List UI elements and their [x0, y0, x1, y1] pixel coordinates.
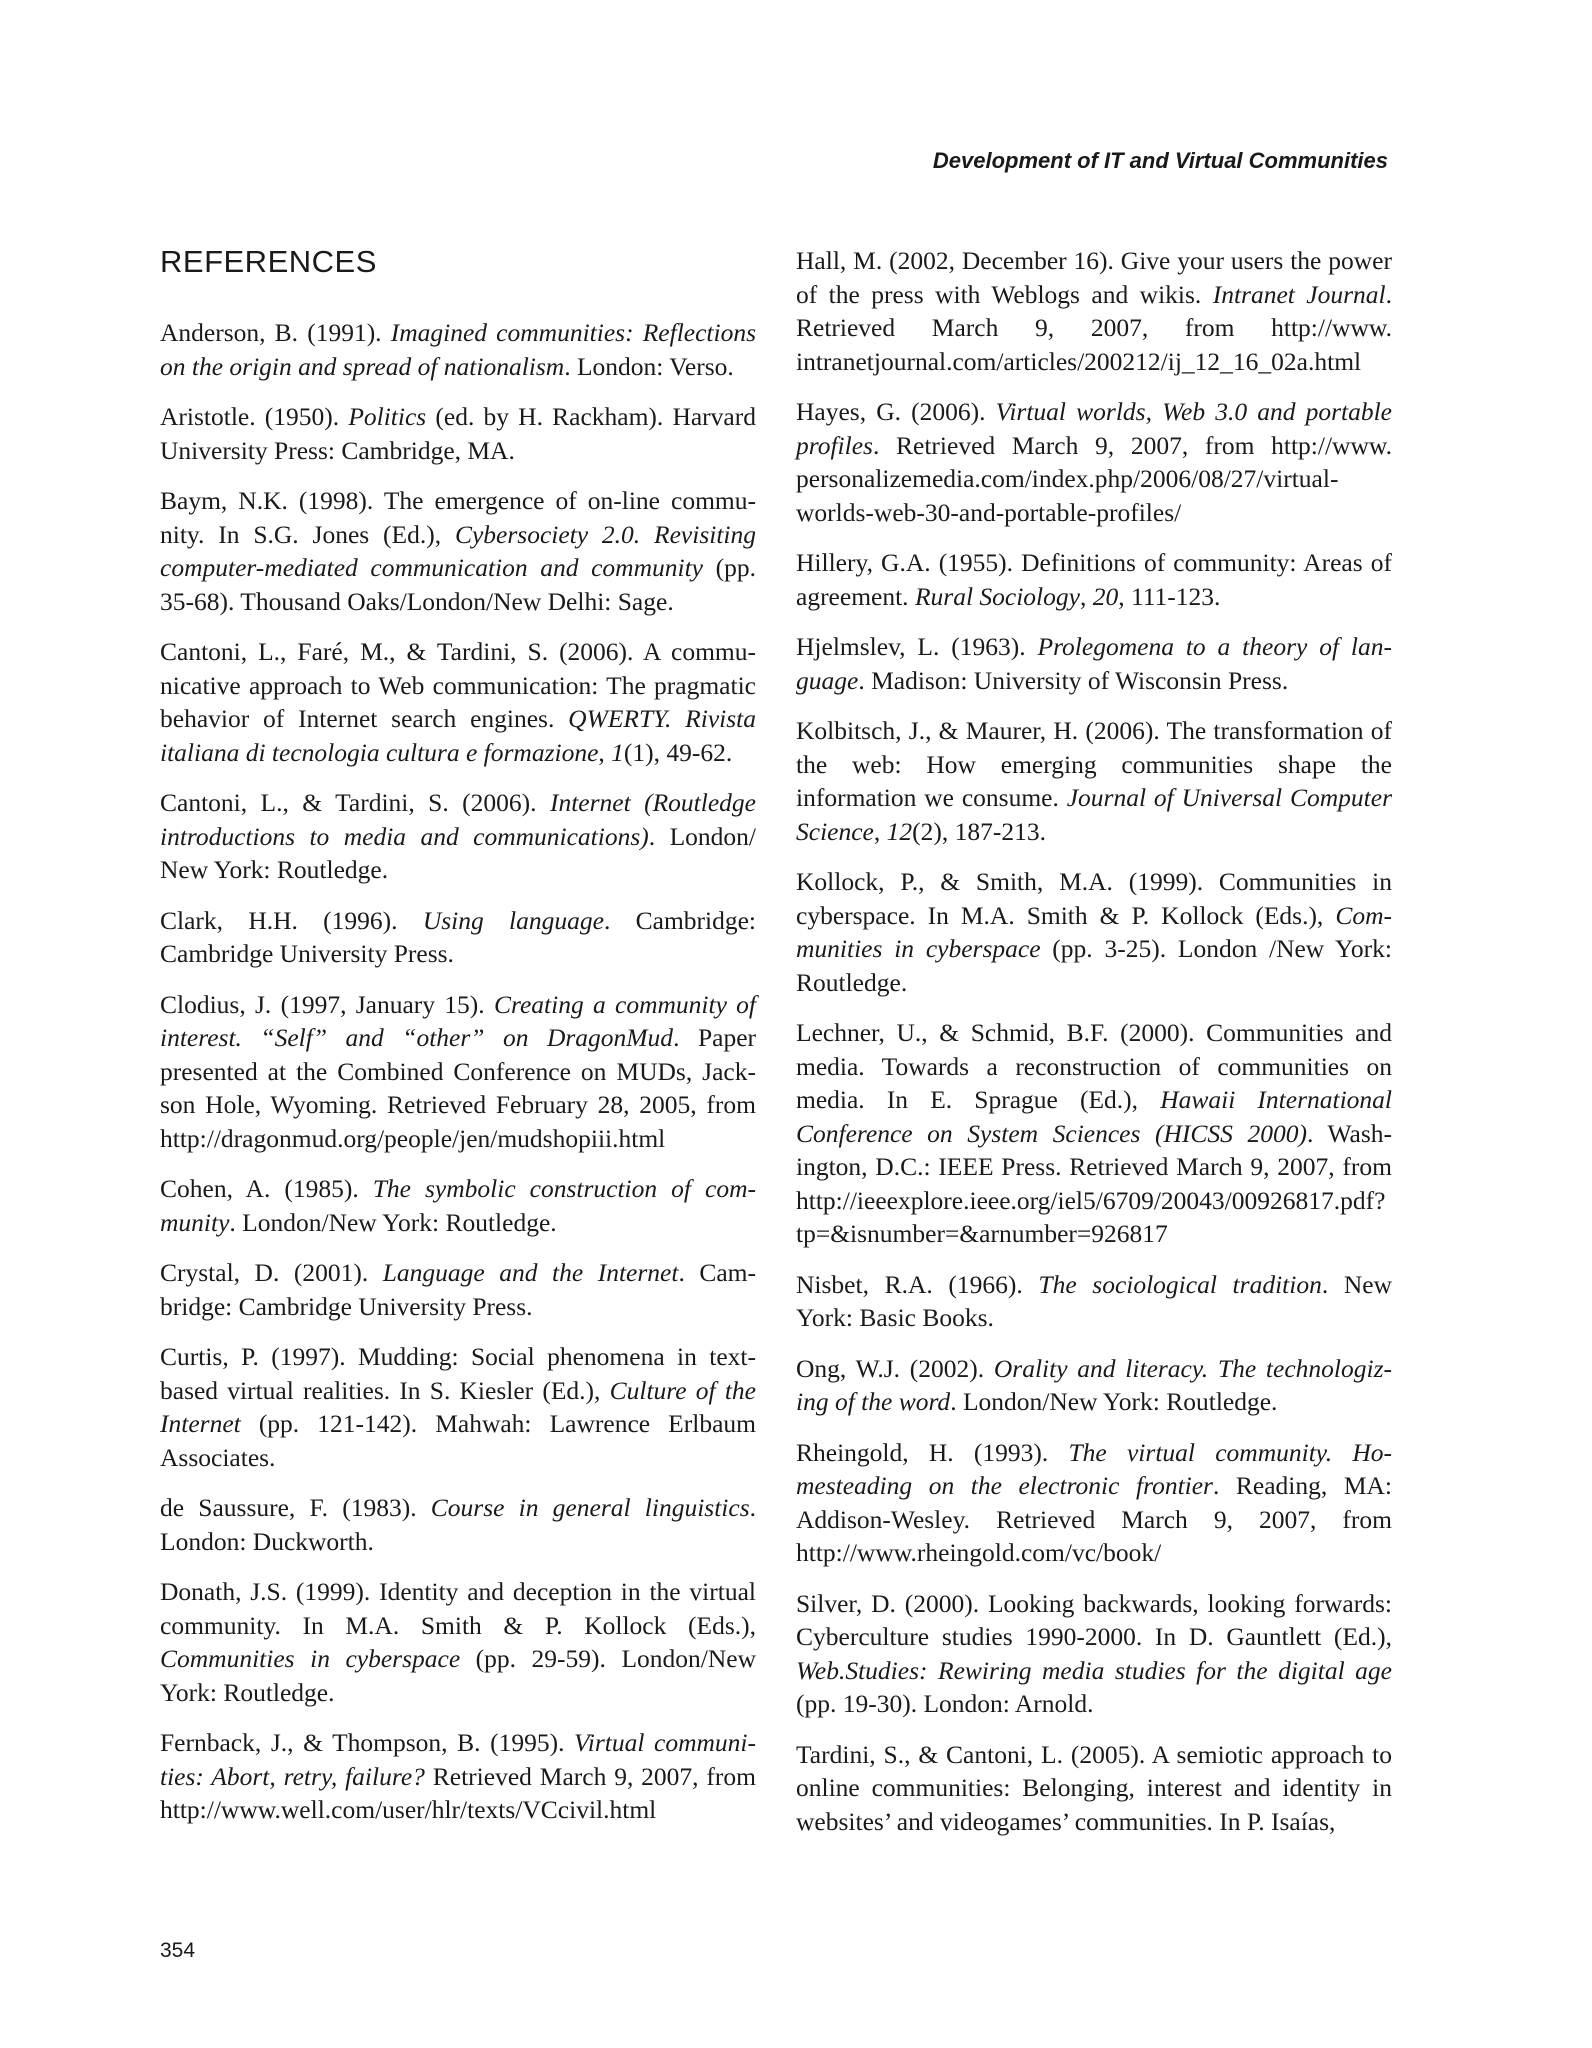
reference-entry [796, 630, 1392, 697]
reference-text: Crystal, D. (2001). [160, 1258, 383, 1287]
reference-text: . Retrieved March 9, 2007, from http://www.​intranetjournal.com/articles/200212/ij_12_16_02a.​html [796, 279, 1392, 376]
reference-text: Fernback, J., & Thompson, B. (1995). [160, 1728, 575, 1757]
reference-text: Clodius, J. (1997, January 15). [160, 989, 494, 1019]
reference-entry [796, 714, 1392, 848]
reference-text: Clark, H.H. (1996). [160, 905, 423, 935]
reference-entry [160, 1726, 756, 1827]
reference-entry [160, 484, 756, 618]
reference-title: 12 [886, 816, 913, 846]
reference-title: Rural Sociology [914, 581, 1080, 611]
reference-title: Prolegomena to a theory of language [796, 632, 1393, 695]
reference-text: , 111-123. [1118, 581, 1221, 611]
page-number: 354 [160, 1939, 196, 1962]
reference-text: . London/New York: Routledge. [229, 1207, 557, 1237]
reference-text: Baym, N.K. (1998). The emergence of on-line community. In S.G. Jones (Ed.), [160, 486, 756, 549]
reference-entry [160, 316, 756, 383]
reference-text: Hillery, G.A. (1955). Definitions of community: Areas of agreement. [796, 548, 1392, 611]
reference-text: (pp. 121-142). Mahwah: Lawrence Erlbaum Associates. [160, 1409, 756, 1472]
reference-text: . Cambridge: Cambridge University Press. [160, 905, 757, 968]
reference-text: , [1079, 581, 1093, 611]
reference-entry [160, 1340, 756, 1474]
reference-title: Politics [348, 402, 427, 431]
reference-text: (2), 187-213. [912, 816, 1046, 846]
reference-title: Using language [422, 905, 604, 935]
reference-entry [796, 1016, 1392, 1251]
section-heading: REFERENCES [160, 244, 377, 279]
reference-text: Nisbet, R.A. (1966). [796, 1269, 1039, 1299]
reference-entry [796, 1587, 1392, 1721]
reference-text: (pp. 29-59). London/New York: Routledge. [160, 1644, 756, 1707]
reference-text: Curtis, P. (1997). Mudding: Social phenomena in text-based virtual realities. In S. Kiesler (Ed.), [160, 1342, 756, 1405]
reference-title: 20 [1092, 581, 1119, 611]
reference-column-left [160, 316, 756, 1844]
reference-title: Virtual worlds, Web 3.0 and portable profiles [796, 397, 1393, 460]
reference-title: Intranet Journal [1212, 279, 1386, 309]
reference-entry [796, 395, 1392, 529]
reference-entry [160, 1172, 756, 1239]
reference-text: Hall, M. (2002, December 16). Give your users the power of the press with Weblogs and wikis. [796, 246, 1392, 309]
reference-text: Hayes, G. (2006). [796, 397, 996, 426]
reference-title: Culture of the Internet [160, 1375, 756, 1438]
reference-text: . Retrieved March 9, 2007, from http://www.​personalizemedia.com/index.php/2006/08/27/virtual-worlds-web-30-and-portable-profiles/ [796, 430, 1392, 527]
reference-text: (ed. by H. Rackham). Harvard University Press: Cambridge, MA. [160, 402, 756, 465]
reference-title: Creating a community of interest. “Self” and “other” on DragonMud [160, 989, 757, 1052]
reference-text: Donath, J.S. (1999). Identity and deception in the virtual community. In M.A. Smith & P. Kollock (Eds.), [160, 1577, 756, 1640]
reference-text: Anderson, B. (1991). [160, 318, 391, 347]
reference-entry [160, 1575, 756, 1709]
reference-entry [160, 786, 756, 887]
reference-text: . London/​New York: Routledge. [160, 821, 756, 884]
reference-title: Imagined communities: Reflections on the origin and spread of nationalism [160, 318, 757, 381]
reference-text: . London: Duckworth. [160, 1493, 756, 1556]
reference-entry [160, 1256, 756, 1323]
reference-entry [796, 1738, 1392, 1839]
reference-text: (1), 49-62. [623, 737, 733, 767]
reference-text: . London/New York: Routledge. [950, 1387, 1278, 1416]
reference-text: Lechner, U., & Schmid, B.F. (2000). Communities and media. Towards a reconstruction of communities on media. In E. Sprague (Ed.), [796, 1018, 1392, 1114]
reference-text: . Paper presented at the Combined Conference on MUDs, Jackson Hole, Wyoming. Retrieved February 28, 2005, from http://dragonmud.org/people/jen/mudshopiii.html [160, 1023, 756, 1153]
reference-text: . London: Verso. [564, 351, 734, 381]
reference-text: Cohen, A. (1985). [160, 1174, 373, 1203]
reference-text: (pp. 19-30). London: Arnold. [796, 1689, 1094, 1718]
reference-entry [160, 988, 756, 1156]
reference-title: Internet (Routledge introductions to media and communications) [160, 788, 756, 851]
reference-text: Cantoni, L., Faré, M., & Tardini, S. (2006). A communicative approach to Web communication: The pragmatic behavior of Internet search engines. [160, 637, 756, 733]
reference-title: Hawaii International Conference on System Sciences (HICSS 2000) [796, 1085, 1392, 1148]
reference-text: , [598, 737, 612, 767]
reference-entry [160, 635, 756, 769]
reference-title: Virtual communities: Abort, retry, failure? [160, 1728, 756, 1791]
reference-entry [796, 1436, 1392, 1570]
reference-text: Kolbitsch, J., & Maurer, H. (2006). The transformation of the web: How emerging communities shape the information we consume. [796, 716, 1392, 812]
reference-entry [160, 1491, 756, 1558]
reference-text: . Washington, D.C.: IEEE Press. Retrieved March 9, 2007, from http://ieeexplore.ieee.org/iel5/6709/20043/00926817.​pdf?tp=&isnumber=&arnumber=926817 [796, 1118, 1392, 1248]
reference-title: Cybersociety 2.0. Revisiting computer-mediated communication and community [160, 519, 757, 582]
reference-title: Journal of Universal Computer Science [796, 783, 1392, 846]
reference-entry [796, 244, 1392, 378]
reference-text: , [873, 816, 887, 846]
reference-title: Communities in cyberspace [160, 1644, 461, 1673]
running-head: Development of IT and Virtual Communities [932, 148, 1388, 173]
reference-title: Web.Studies: Rewiring media studies for the digital age [796, 1655, 1392, 1685]
reference-entry [796, 1268, 1392, 1335]
reference-title: Course in general linguistics [430, 1493, 750, 1522]
reference-text: Silver, D. (2000). Looking backwards, looking forwards: Cyberculture studies 1990-2000. In D. Gauntlett (Ed.), [796, 1588, 1392, 1651]
reference-text: Tardini, S., & Cantoni, L. (2005). A semiotic approach to online communities: Belonging, interest and identity in websites’ and videogames’ communities. In P. Isaías, [796, 1739, 1392, 1836]
reference-title: Orality and literacy. The technologizing of the word [796, 1353, 1392, 1416]
reference-text: Ong, W.J. (2002). [796, 1353, 994, 1383]
reference-text: . New York: Basic Books. [796, 1269, 1392, 1332]
reference-title: 1 [611, 737, 624, 767]
reference-entry [160, 904, 756, 971]
reference-title: The virtual community. Homesteading on the electronic frontier [796, 1437, 1392, 1500]
reference-text: . Cambridge: Cambridge University Press. [160, 1258, 756, 1321]
reference-text: Kollock, P., & Smith, M.A. (1999). Communities in cyberspace. In M.A. Smith & P. Kollock (Eds.), [796, 867, 1392, 930]
reference-title: QWERTY. Rivista italiana di tecnologia cultura e formazione [160, 704, 756, 767]
reference-entry [796, 865, 1392, 999]
reference-text: (pp. 3-25). London /New York: Routledge. [796, 934, 1392, 997]
reference-title: Language and the Internet [382, 1258, 679, 1287]
reference-text: Retrieved March 9, 2007, from http://www.well.com/user/hlr/texts/VCcivil.html [160, 1761, 756, 1824]
reference-title: The sociological tradition [1038, 1269, 1322, 1299]
reference-entry [796, 546, 1392, 613]
reference-text: Hjelmslev, L. (1963). [796, 632, 1038, 661]
reference-entry [160, 400, 756, 467]
reference-entry [796, 1352, 1392, 1419]
reference-text: . Madison: University of Wisconsin Press. [858, 665, 1289, 695]
reference-column-right [796, 244, 1392, 1855]
reference-text: (pp. 35-68). Thousand Oaks/London/New Delhi: Sage. [160, 553, 756, 616]
reference-text: Cantoni, L., & Tardini, S. (2006). [160, 788, 550, 817]
reference-text: Rheingold, H. (1993). [796, 1437, 1069, 1467]
reference-text: de Saussure, F. (1983). [160, 1493, 431, 1522]
reference-title: Communities in cyberspace [796, 900, 1392, 963]
reference-title: The symbolic construction of community [160, 1174, 756, 1237]
reference-text: Aristotle. (1950). [160, 402, 349, 431]
reference-text: . Reading, MA: Addison-Wesley. Retrieved March 9, 2007, from http://www.rheingold.com/vc/book/ [796, 1471, 1392, 1567]
